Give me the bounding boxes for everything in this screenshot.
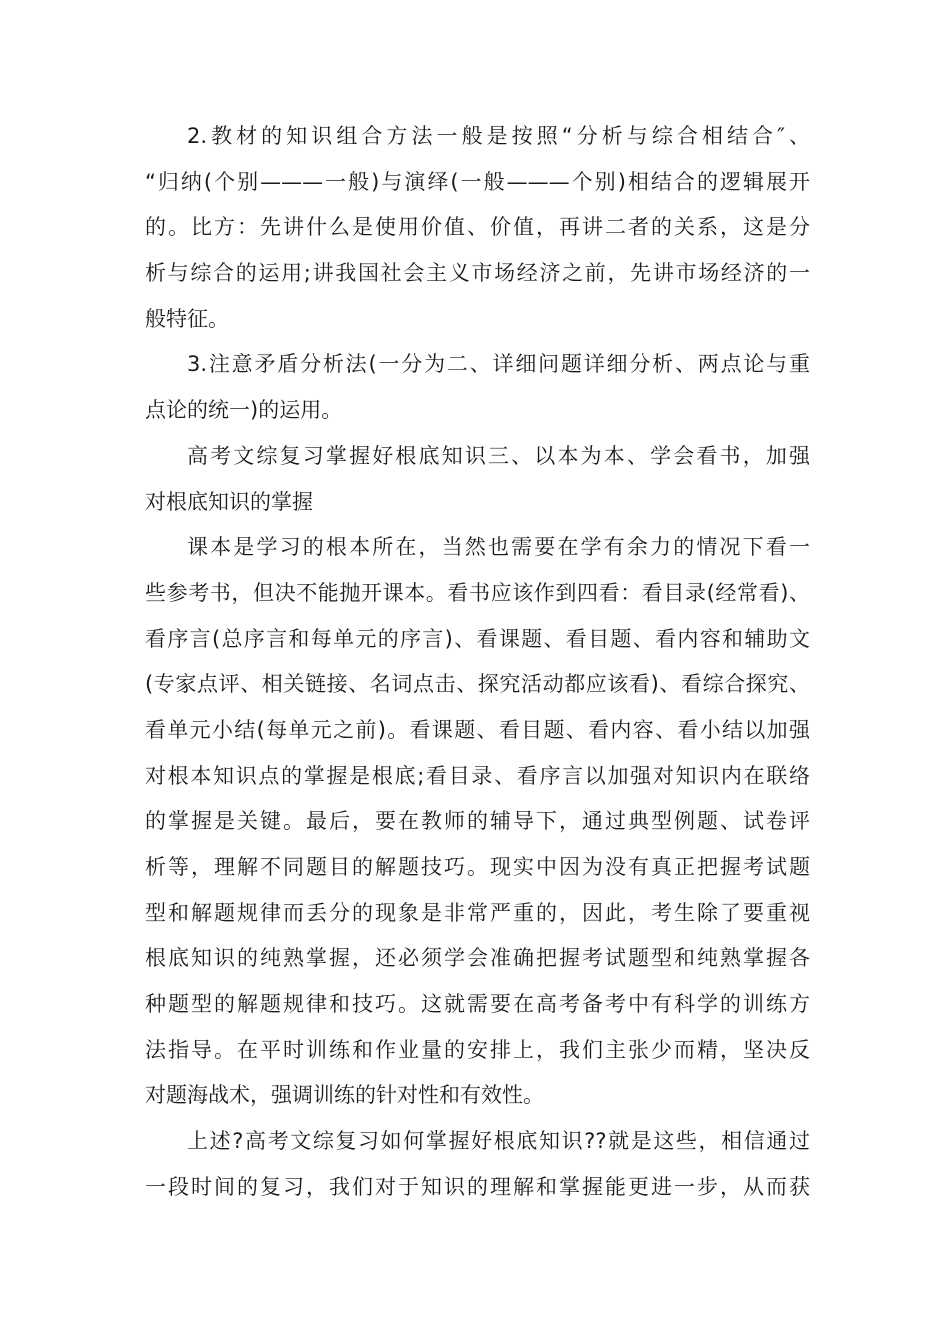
text-line: 对题海战术，强调训练的针对性和有效性。 [145, 1083, 544, 1108]
text-line: 一段时间的复习，我们对于知识的理解和掌握能更进一步，从而获 [145, 1174, 810, 1199]
text-line: 的掌握是关键。最后，要在教师的辅导下，通过典型例题、试卷评 [145, 809, 810, 834]
text-line: 般特征。 [145, 306, 229, 331]
text-line: 高考文综复习掌握好根底知识三、以本为本、学会看书，加强 [187, 443, 810, 468]
text-line: 析等，理解不同题目的解题技巧。现实中因为没有真正把握考试题 [145, 855, 810, 879]
text-line: 析与综合的运用;讲我国社会主义市场经济之前，先讲市场经济的一 [145, 261, 810, 286]
text-line: 些参考书，但决不能抛开课本。看书应该作到四看：看目录(经常看)、 [145, 580, 810, 605]
text-line: 2.教材的知识组合方法一般是按照“分析与综合相结合″、 [187, 124, 810, 148]
text-line: 型和解题规律而丢分的现象是非常严重的，因此，考生除了要重视 [145, 900, 810, 925]
paragraph-textbook-reading [145, 525, 810, 1119]
text-line: 看序言(总序言和每单元的序言)、看课题、看目题、看内容和辅助文 [145, 626, 810, 651]
paragraph-conclusion [145, 1119, 810, 1210]
text-line: 看单元小结(每单元之前)。看课题、看目题、看内容、看小结以加强 [145, 717, 810, 742]
text-line: 根底知识的纯熟掌握，还必须学会准确把握考试题型和纯熟掌握各 [145, 946, 810, 971]
text-line: 3.注意矛盾分析法(一分为二、详细问题详细分析、两点论与重 [187, 352, 810, 377]
text-line: 上述?高考文综复习如何掌握好根底知识??就是这些，相信通过 [187, 1129, 810, 1154]
text-line: 的。比方：先讲什么是使用价值、价值，再讲二者的关系，这是分 [145, 215, 810, 240]
text-line: (专家点评、相关链接、名词点击、探究活动都应该看)、看综合探究、 [145, 672, 810, 697]
text-line: 课本是学习的根本所在，当然也需要在学有余力的情况下看一 [187, 535, 810, 560]
text-line: 点论的统一)的运用。 [145, 398, 343, 423]
paragraph-teaching-method [145, 114, 810, 342]
text-line: 种题型的解题规律和技巧。这就需要在高考备考中有科学的训练方 [145, 992, 810, 1017]
text-line: “归纳(个别———一般)与演绎(一般———个别)相结合的逻辑展开 [145, 169, 810, 194]
text-line: 对根本知识点的掌握是根底;看目录、看序言以加强对知识内在联络 [145, 763, 810, 788]
paragraph-contradiction-analysis [145, 342, 810, 433]
text-line: 法指导。在平时训练和作业量的安排上，我们主张少而精，坚决反 [145, 1037, 810, 1062]
text-line: 对根底知识的掌握 [145, 489, 313, 514]
document-body [145, 114, 810, 1211]
section-heading-paragraph [145, 434, 810, 525]
